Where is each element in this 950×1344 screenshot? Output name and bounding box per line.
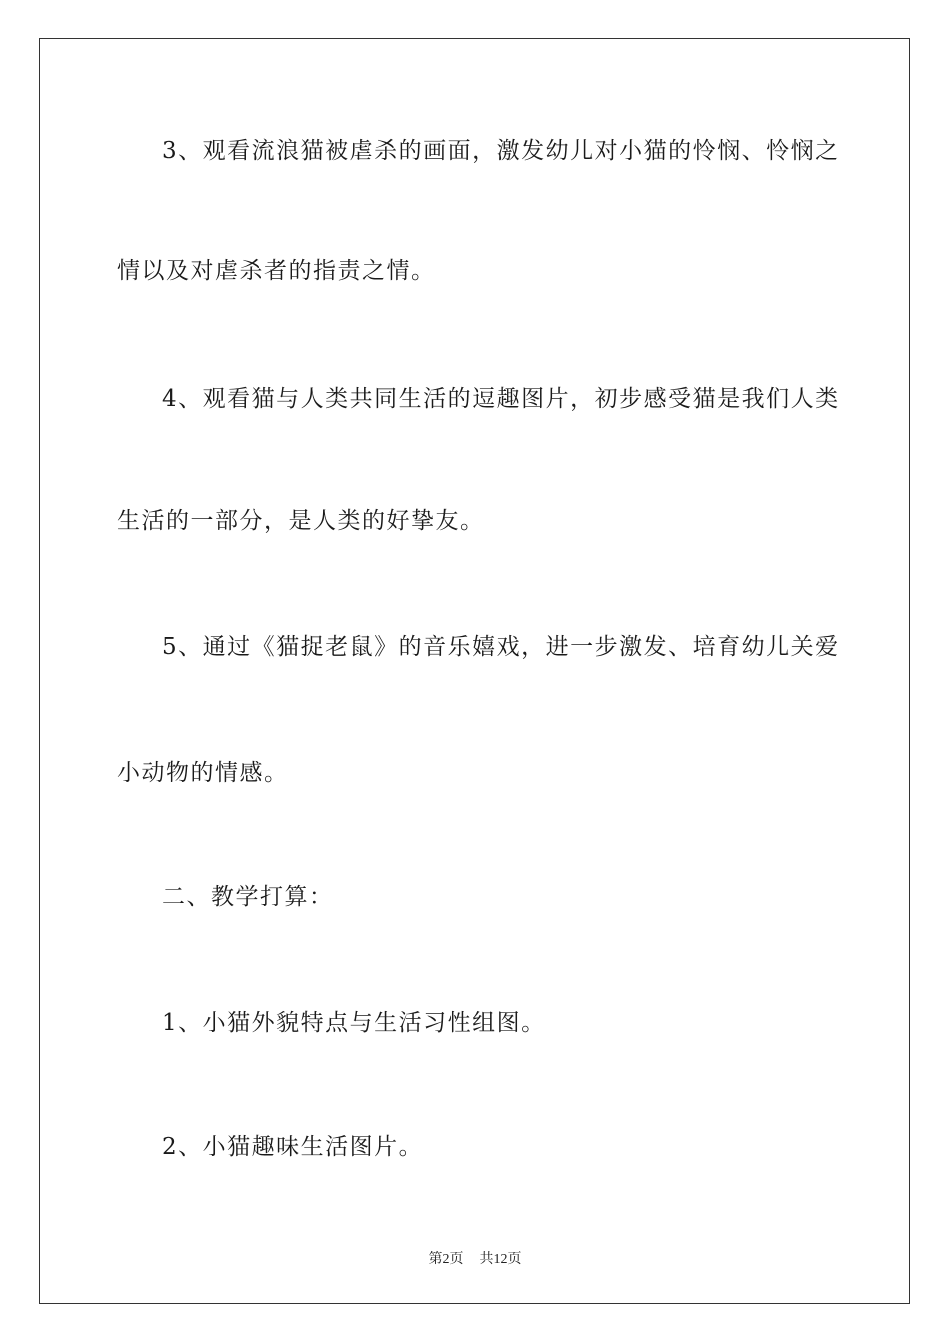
paragraph-line-goal-5-end: 小动物的情感。 <box>117 760 289 786</box>
page-footer <box>0 1248 950 1268</box>
paragraph-line-goal-3-start: 3、观看流浪猫被虐杀的画面，激发幼儿对小猫的怜悯、怜悯之 <box>162 138 840 164</box>
paragraph-line-goal-5-start: 5、通过《猫捉老鼠》的音乐嬉戏，进一步激发、培育幼儿关爱 <box>162 634 840 660</box>
list-item-preparation-1: 1、小猫外貌特点与生活习性组图。 <box>162 1010 546 1036</box>
paragraph-line-goal-3-end: 情以及对虐杀者的指责之情。 <box>117 258 436 284</box>
section-heading-preparation: 二、教学打算： <box>162 884 334 910</box>
page-total: 共12页 <box>479 1252 522 1267</box>
paragraph-line-goal-4-start: 4、观看猫与人类共同生活的逗趣图片，初步感受猫是我们人类 <box>162 386 840 412</box>
page-number: 第2页 <box>428 1252 464 1267</box>
page-frame <box>39 38 910 1304</box>
list-item-preparation-2: 2、小猫趣味生活图片。 <box>162 1134 424 1160</box>
paragraph-line-goal-4-end: 生活的一部分，是人类的好挚友。 <box>117 508 485 534</box>
